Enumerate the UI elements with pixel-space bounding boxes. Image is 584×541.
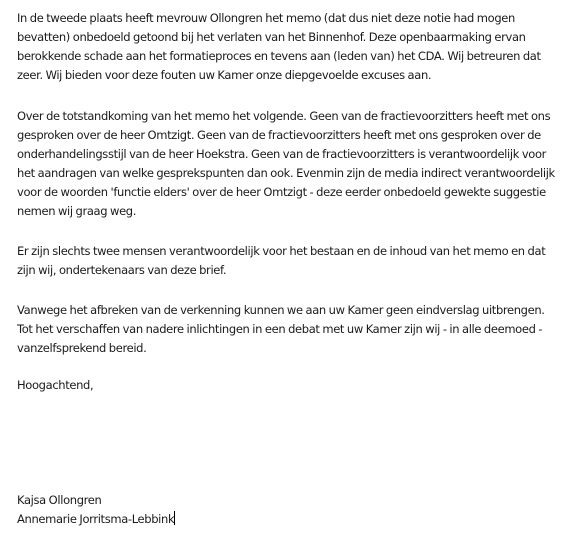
text-line: zeer. Wij bieden voor deze fouten uw Kamer onze diepgevoelde excuses aan. (17, 68, 432, 82)
signatory-name: Annemarie Jorritsma-Lebbink (17, 512, 175, 526)
text-line: Over de totstandkoming van het memo het volgende. Geen van de fractievoorzitters heeft met ons (17, 109, 551, 123)
paragraph-memo-origin (17, 107, 577, 221)
text-line: berokkende schade aan het formatieproces en tevens aan (leden van) het CDA. Wij betreuren dat (17, 49, 541, 63)
text-line: onderhandelingsstijl van de heer Hoekstra. Geen van de fractievoorzitters is verantwoordelijk voor (17, 147, 547, 161)
paragraph-apology (17, 9, 577, 85)
text-line: nemen wij graag weg. (17, 204, 137, 218)
closing-salutation (17, 376, 577, 395)
text-line: gesproken over de heer Omtzigt. Geen van de fractievoorzitters heeft met ons gesproken over de (17, 128, 541, 142)
text-line: In de tweede plaats heeft mevrouw Ollongren het memo (dat dus niet deze notie had mogen (17, 11, 515, 25)
text-line: zijn wij, ondertekenaars van deze brief. (17, 263, 227, 277)
text-line: bevatten) onbedoeld getoond bij het verlaten van het Binnenhof. Deze openbaarmaking ervan (17, 30, 526, 44)
signatory-line (17, 510, 577, 529)
closing-text: Hoogachtend, (17, 378, 94, 392)
paragraph-final-report (17, 301, 577, 358)
text-line: vanzelfsprekend bereid. (17, 341, 147, 355)
text-line: Vanwege het afbreken van de verkenning kunnen we aan uw Kamer geen eindverslag uitbrengen. (17, 303, 545, 317)
text-cursor (174, 511, 175, 525)
paragraph-responsibility (17, 242, 577, 280)
signature-block (17, 491, 577, 529)
text-line: voor de woorden 'functie elders' over de heer Omtzigt - deze eerder onbedoeld gewekte suggestie (17, 185, 546, 199)
text-line: het aandragen van welke gesprekspunten dan ook. Evenmin zijn de media indirect verantwoordelijk (17, 166, 555, 180)
text-line: Er zijn slechts twee mensen verantwoordelijk voor het bestaan en de inhoud van het memo en dat (17, 244, 546, 258)
signatory-name: Kajsa Ollongren (17, 493, 102, 507)
text-line: Tot het verschaffen van nadere inlichtingen in een debat met uw Kamer zijn wij - in alle deemoed - (17, 322, 543, 336)
